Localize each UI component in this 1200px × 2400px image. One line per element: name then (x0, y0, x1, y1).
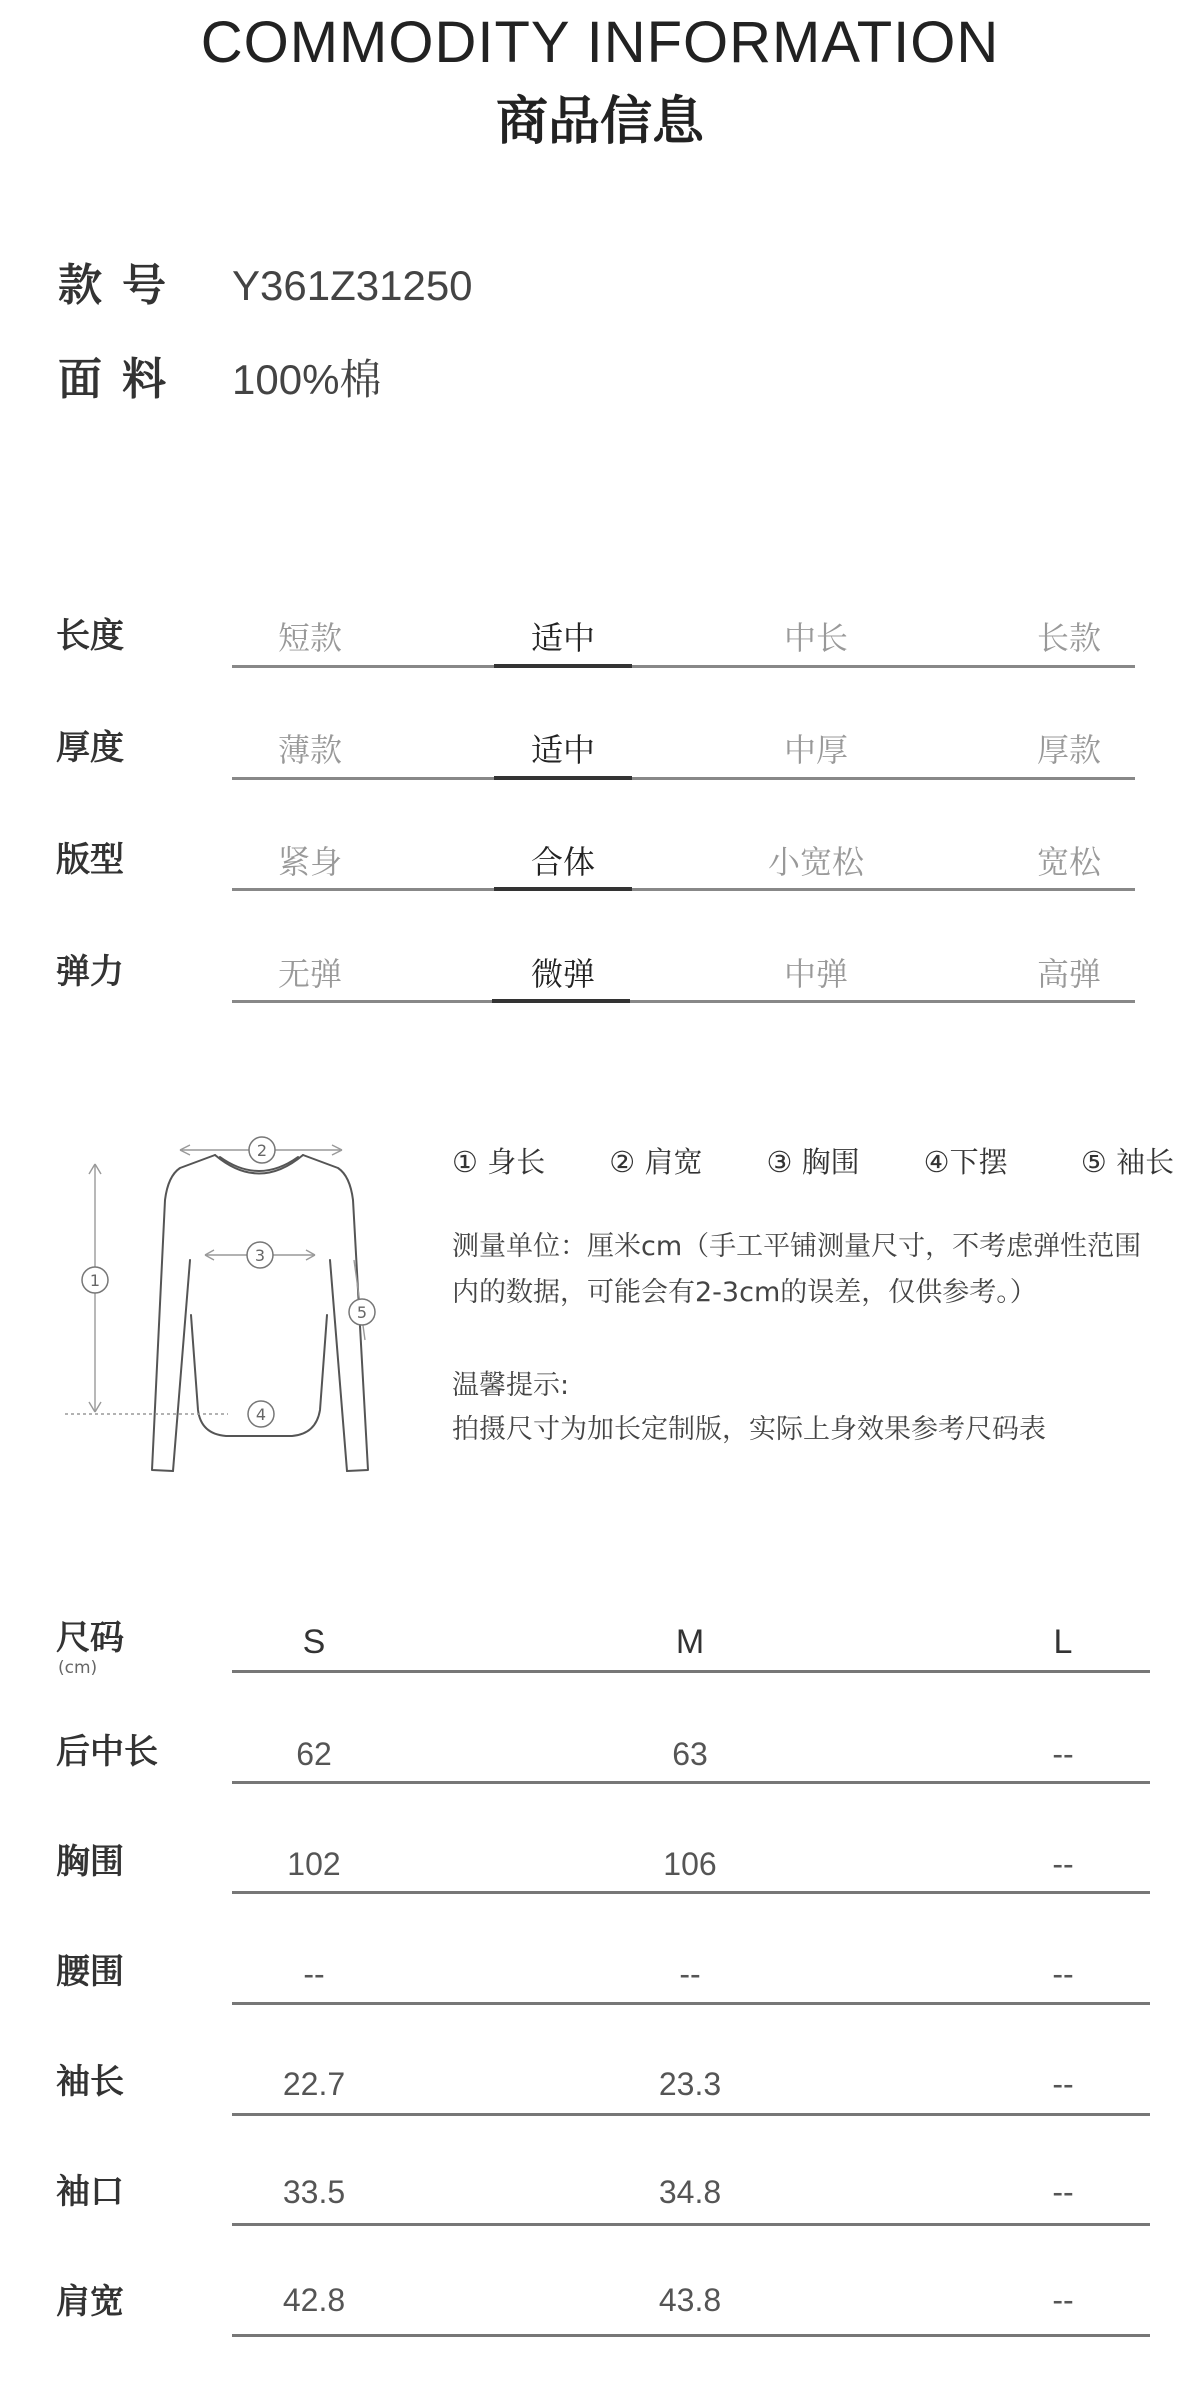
tip-body: 拍摄尺寸为加长定制版，实际上身效果参考尺码表 (452, 1414, 1046, 1445)
measurement-unit-note: 测量单位：厘米cm（手工平铺测量尺寸，不考虑弹性范围内的数据，可能会有2-3cm的误差，仅供参考。） (452, 1231, 1142, 1308)
attribute-scale-line (232, 888, 1135, 891)
marker-shoulder-width: 2 (256, 1141, 268, 1160)
table-row-label: 袖长 (56, 2062, 124, 2102)
attribute-option: 短款 (277, 619, 342, 657)
attribute-option-selected: 适中 (530, 619, 595, 657)
attribute-option: 宽松 (1036, 843, 1101, 881)
table-divider (232, 2113, 1150, 2116)
table-cell: -- (1052, 2174, 1074, 2210)
size-table-header-label: 尺码 (56, 1618, 124, 1658)
attribute-label-elasticity: 弹力 (56, 952, 124, 992)
table-divider (232, 1781, 1150, 1784)
table-row-label: 袖口 (56, 2172, 124, 2212)
attribute-option: 中厚 (783, 731, 848, 769)
legend-item-sleeve-length: ⑤ 袖长 (1080, 1145, 1175, 1179)
attribute-option: 中长 (783, 619, 848, 657)
attribute-scale-line (232, 777, 1135, 780)
size-column-m: M (675, 1623, 705, 1661)
attribute-option-selected: 微弹 (530, 955, 595, 993)
table-row-label: 胸围 (56, 1842, 124, 1882)
size-column-s: S (302, 1623, 326, 1661)
table-cell: 62 (296, 1736, 332, 1772)
attribute-selected-marker (494, 664, 632, 668)
table-cell: 43.8 (658, 2282, 722, 2318)
table-cell: 22.7 (282, 2066, 346, 2102)
table-cell: 23.3 (658, 2066, 722, 2102)
attribute-option: 高弹 (1036, 955, 1101, 993)
attribute-label-length: 长度 (56, 616, 124, 656)
page-title-english: COMMODITY INFORMATION (200, 10, 1000, 75)
tip-title: 温馨提示: (452, 1370, 570, 1401)
table-cell: -- (303, 1956, 325, 1992)
attribute-option: 无弹 (277, 955, 342, 993)
attribute-selected-marker (494, 887, 632, 891)
attribute-label-thickness: 厚度 (56, 728, 124, 768)
table-cell: 34.8 (658, 2174, 722, 2210)
legend-item-hem: ④下摆 (923, 1145, 1008, 1179)
attribute-option: 薄款 (277, 731, 342, 769)
table-cell: -- (1052, 2066, 1074, 2102)
legend-item-shoulder-width: ② 肩宽 (609, 1145, 703, 1179)
page-title-chinese: 商品信息 (495, 92, 704, 152)
table-cell: 63 (672, 1736, 708, 1772)
garment-measurement-diagram (50, 1110, 410, 1480)
table-cell: -- (679, 1956, 701, 1992)
attribute-option: 紧身 (277, 843, 342, 881)
table-cell: -- (1052, 1956, 1074, 1992)
table-cell: 106 (663, 1846, 717, 1882)
style-number-label: 款号 (58, 260, 186, 311)
table-divider (232, 2334, 1150, 2337)
table-divider (232, 1891, 1150, 1894)
style-number-value: Y361Z31250 (232, 262, 473, 309)
marker-sleeve-length: 5 (356, 1303, 368, 1322)
marker-body-length: 1 (89, 1271, 101, 1290)
table-cell: -- (1052, 1736, 1074, 1772)
attribute-option-selected: 适中 (530, 731, 595, 769)
table-row-label: 腰围 (56, 1952, 124, 1992)
attribute-option: 小宽松 (767, 843, 864, 881)
attribute-option: 长款 (1036, 619, 1101, 657)
attribute-option-selected: 合体 (530, 843, 595, 881)
marker-hem: 4 (255, 1405, 267, 1424)
table-cell: 102 (287, 1846, 341, 1882)
size-column-l: L (1053, 1623, 1073, 1661)
attribute-selected-marker (492, 999, 630, 1003)
attribute-scale-line (232, 665, 1135, 668)
table-divider (232, 2223, 1150, 2226)
table-cell: 42.8 (282, 2282, 346, 2318)
legend-item-body-length: ① 身长 (452, 1145, 546, 1179)
table-row-label: 肩宽 (56, 2282, 124, 2322)
table-divider (232, 2002, 1150, 2005)
attribute-label-fit: 版型 (56, 840, 124, 880)
table-cell: -- (1052, 1846, 1074, 1882)
fabric-value: 100%棉 (232, 356, 382, 403)
size-table-unit: (cm) (58, 1658, 98, 1678)
legend-item-chest: ③ 胸围 (766, 1145, 860, 1179)
table-cell: 33.5 (282, 2174, 346, 2210)
marker-chest: 3 (254, 1246, 266, 1265)
attribute-option: 厚款 (1036, 731, 1101, 769)
fabric-label: 面料 (58, 354, 186, 405)
table-cell: -- (1052, 2282, 1074, 2318)
table-divider (232, 1670, 1150, 1673)
attribute-scale-line (232, 1000, 1135, 1003)
measurement-guides (65, 1145, 368, 1414)
attribute-selected-marker (494, 776, 632, 780)
table-row-label: 后中长 (56, 1732, 158, 1772)
attribute-option: 中弹 (783, 955, 848, 993)
measurement-legend (452, 1140, 1175, 1184)
